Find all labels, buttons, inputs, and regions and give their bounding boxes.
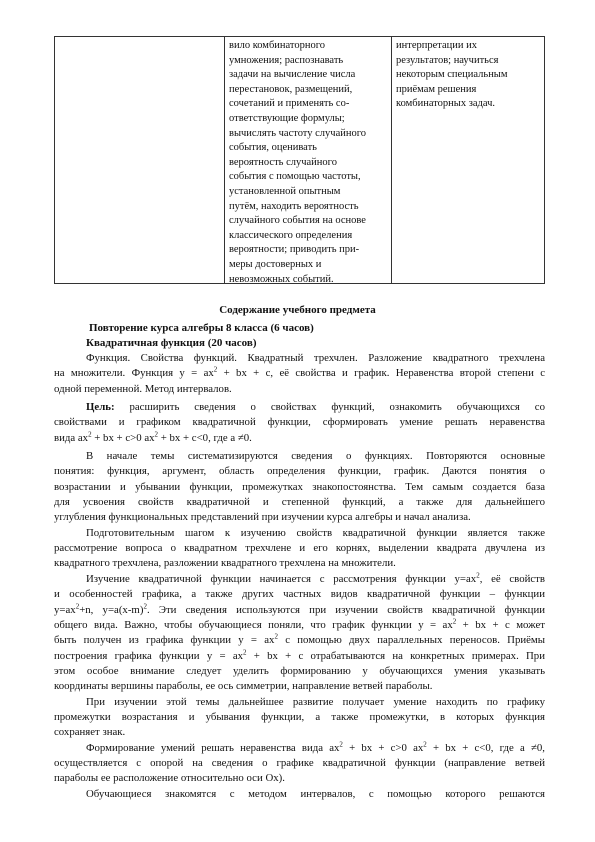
para-line: углубления функциональных представлений при изучении курса алгебры и начал анализа.: [54, 511, 471, 524]
para-line: квадратного трехчлена, разложении квадратного трехчлена на множители.: [54, 557, 396, 570]
para-line: Формирование умений решать неравенства вида $ax^2$ + bx + c>0 $ax^2$ + bx + c<0, где а ≠0,: [86, 740, 545, 754]
table-cell-topic: [55, 37, 225, 283]
para-line: одной переменной. Метод интервалов.: [54, 382, 232, 395]
para-line: координаты вершины параболы, ее ось симметрии, направление ветвей параболы.: [54, 680, 433, 693]
goal-label: Цель:: [86, 401, 115, 414]
para-line: сохраняет знак.: [54, 726, 126, 739]
cell-line: установленной опытным: [229, 185, 341, 197]
quadratic-section-title: Квадратичная функция (20 часов): [86, 337, 257, 349]
para-line: рассмотрение вопроса о квадратном трехчлене и его корнях, выделении квадрата двучлена из: [54, 542, 545, 555]
cell-line: перестановок, размещений,: [229, 83, 353, 95]
para-line: возрастании и убывании функции, промежутках знакопостоянства. Тем самым создается база: [54, 480, 545, 493]
para-line: При изучении этой темы дальнейшее развитие получает умение находить по графику: [86, 695, 545, 708]
cell-line: приёмам решения: [396, 83, 477, 95]
cell-line: случайного события на основе: [229, 215, 366, 227]
cell-line: путём, находить вероятность: [229, 200, 359, 212]
metasubject-results-text: [392, 37, 546, 112]
review-section-title: Повторение курса алгебры 8 класса (6 часов): [89, 322, 314, 334]
cell-line: меры достоверных и: [229, 258, 322, 270]
para-line: и особенностей графика, а также других частных видов квадратичной функции – функции: [54, 588, 545, 601]
cell-line: классического определения: [229, 229, 353, 241]
subject-results-text: [225, 37, 391, 287]
para-line: для усвоения свойств квадратичной и степенной функций, а также для дальнейшего: [54, 496, 545, 509]
para-line: понятия: функция, аргумент, область определения функции, график. Даются понятия о: [54, 465, 545, 478]
section-heading: Содержание учебного предмета: [219, 304, 376, 316]
goal-line: свойствами и графиком квадратичной функции, сформировать умение решать неравенства: [54, 416, 545, 429]
para-line: Обучающиеся знакомятся с методом интервалов, с помощью которого решаются: [86, 787, 545, 800]
cell-line: вычислять частоту случайного: [229, 127, 367, 139]
cell-line: события с помощью частоты,: [229, 171, 361, 183]
cell-line: вило комбинаторного: [229, 40, 326, 51]
para-line: общего вида. Важно, чтобы обучающиеся поняли, что график функции $y = ax^2$ + bx + c может: [54, 617, 545, 631]
para-line: на множители. Функция $y = ax^2$ + bx + c, её свойства и график. Неравенства второй степени с: [54, 366, 545, 380]
para-line: $y=ax^2+n$, $y=a(x-m)^2$. Эти сведения используются при изучении свойств квадратичной функции: [54, 602, 545, 616]
cell-line: вероятность случайного: [229, 156, 337, 168]
cell-line: интерпретации их: [396, 40, 477, 51]
cell-line: умножения; распознавать: [229, 54, 344, 66]
competency-table: [54, 36, 545, 284]
cell-line: результатов; научиться: [396, 54, 499, 66]
para-line: построения графика функции $y = ax^2$ + bx + c отрабатываются на конкретных примерах. При: [54, 648, 545, 662]
table-cell-metasubject-results: [392, 37, 546, 283]
para-line: осуществляется с опорой на сведения о графике квадратичной функции (направление ветвей: [54, 756, 545, 769]
cell-line: сочетаний и применять со-: [229, 98, 350, 110]
cell-line: комбинаторных задач.: [396, 98, 496, 110]
cell-line: события, оценивать: [229, 142, 317, 154]
goal-line: Цель: расширить сведения о свойствах функций, ознакомить обучающихся со: [86, 401, 545, 414]
para-line: параболы ее расположение относительно оси Ox).: [54, 772, 285, 785]
cell-line: некоторым специальным: [396, 69, 508, 81]
para-line: Изучение квадратичной функции начинается с рассмотрения функции $y=ax^2$, её свойств: [86, 571, 545, 585]
goal-line: вида $ax^2$ + bx + c>0 $ax^2$ + bx + c<0, где а ≠0.: [54, 430, 252, 444]
cell-line: ответствующие формулы;: [229, 112, 345, 124]
content-text: [54, 351, 545, 802]
cell-line: невозможных событий.: [229, 273, 334, 285]
para-line: В начале темы систематизируются сведения о функциях. Повторяются основные: [86, 450, 545, 463]
cell-line: вероятности; приводить при-: [229, 244, 360, 256]
para-line: Подготовительным шагом к изучению свойств квадратичной функции является также: [86, 526, 545, 539]
para-line: этом особое внимание следует уделить формированию у обучающихся умения указывать: [54, 664, 545, 677]
para-line: промежутки возрастания и убывания функции, а также промежутки, в которых функция: [54, 710, 545, 723]
table-cell-subject-results: [225, 37, 392, 283]
para-line: быть получен из графика функции $y = ax^2$ с помощью двух параллельных переносов. Приёмы: [54, 633, 545, 647]
cell-line: задачи на вычисление числа: [229, 69, 356, 81]
para-line: Функция. Свойства функций. Квадратный трехчлен. Разложение квадратного трехчлена: [86, 352, 545, 364]
